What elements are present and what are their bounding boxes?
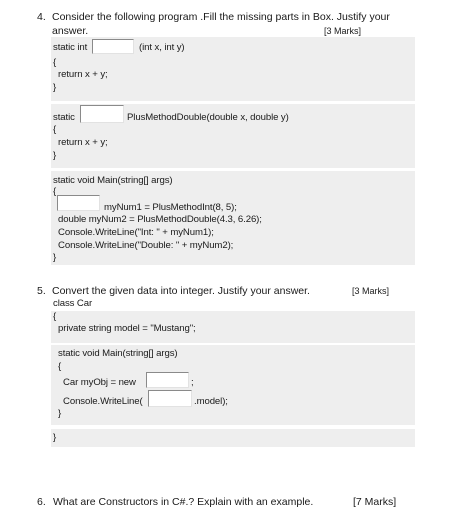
code-line-mynum2: double myNum2 = PlusMethodDouble(4.3, 6.26); [58, 214, 262, 225]
code-return-statement: return x + y; [58, 137, 108, 148]
code-brace-open: { [58, 361, 62, 372]
question-4-prompt-continued: answer. [52, 25, 89, 37]
question-5-prompt: Convert the given data into integer. Justify your answer. [52, 285, 310, 297]
question-6-marks: [7 Marks] [353, 496, 397, 508]
question-5-marks: [3 Marks] [352, 286, 390, 296]
code-brace-close: } [53, 82, 57, 93]
code-method2-signature-end: PlusMethodDouble(double x, double y) [127, 112, 289, 123]
question-4-prompt: Consider the following program .Fill the missing parts in Box. Justify your [52, 11, 390, 23]
code-line-writeline-double: Console.WriteLine("Double: " + myNum2); [58, 240, 234, 251]
answer-box-return-type-1[interactable] [92, 39, 134, 54]
code-brace-open: { [53, 124, 57, 135]
code-writeline-start: Console.WriteLine( [63, 396, 143, 407]
code-brace-open: { [53, 186, 57, 197]
code-brace-close: } [53, 432, 57, 443]
answer-box-constructor-call[interactable] [146, 372, 189, 388]
code-semicolon: ; [191, 377, 194, 388]
code-method2-signature-start: static [53, 112, 75, 123]
code-brace-close: } [58, 408, 62, 419]
code-brace-close: } [53, 150, 57, 161]
code-writeline-end: .model); [194, 396, 228, 407]
code-main-signature: static void Main(string[] args) [58, 348, 178, 359]
code-method1-signature-start: static int [53, 42, 88, 53]
code-line-mynum1: myNum1 = PlusMethodInt(8, 5); [104, 202, 237, 213]
answer-box-object-reference[interactable] [148, 390, 192, 407]
code-return-statement: return x + y; [58, 69, 108, 80]
answer-box-return-type-2[interactable] [80, 105, 124, 123]
question-6-prompt: What are Constructors in C#.? Explain with an example. [53, 496, 314, 508]
question-6-number: 6. [37, 496, 46, 508]
code-main-signature: static void Main(string[] args) [53, 175, 173, 186]
question-4-number: 4. [37, 11, 46, 23]
code-brace-open: { [53, 57, 57, 68]
answer-box-variable-type[interactable] [57, 195, 100, 211]
question-5-number: 5. [37, 285, 46, 297]
code-line-writeline-int: Console.WriteLine("Int: " + myNum1); [58, 227, 214, 238]
code-block-class-end [51, 429, 415, 447]
code-brace-open: { [53, 311, 57, 322]
code-object-creation: Car myObj = new [63, 377, 136, 388]
code-class-declaration: class Car [53, 298, 93, 309]
code-method1-signature-end: (int x, int y) [139, 42, 185, 53]
code-brace-close: } [53, 252, 57, 263]
question-4-marks: [3 Marks] [324, 26, 362, 36]
code-field-declaration: private string model = "Mustang"; [58, 323, 196, 334]
